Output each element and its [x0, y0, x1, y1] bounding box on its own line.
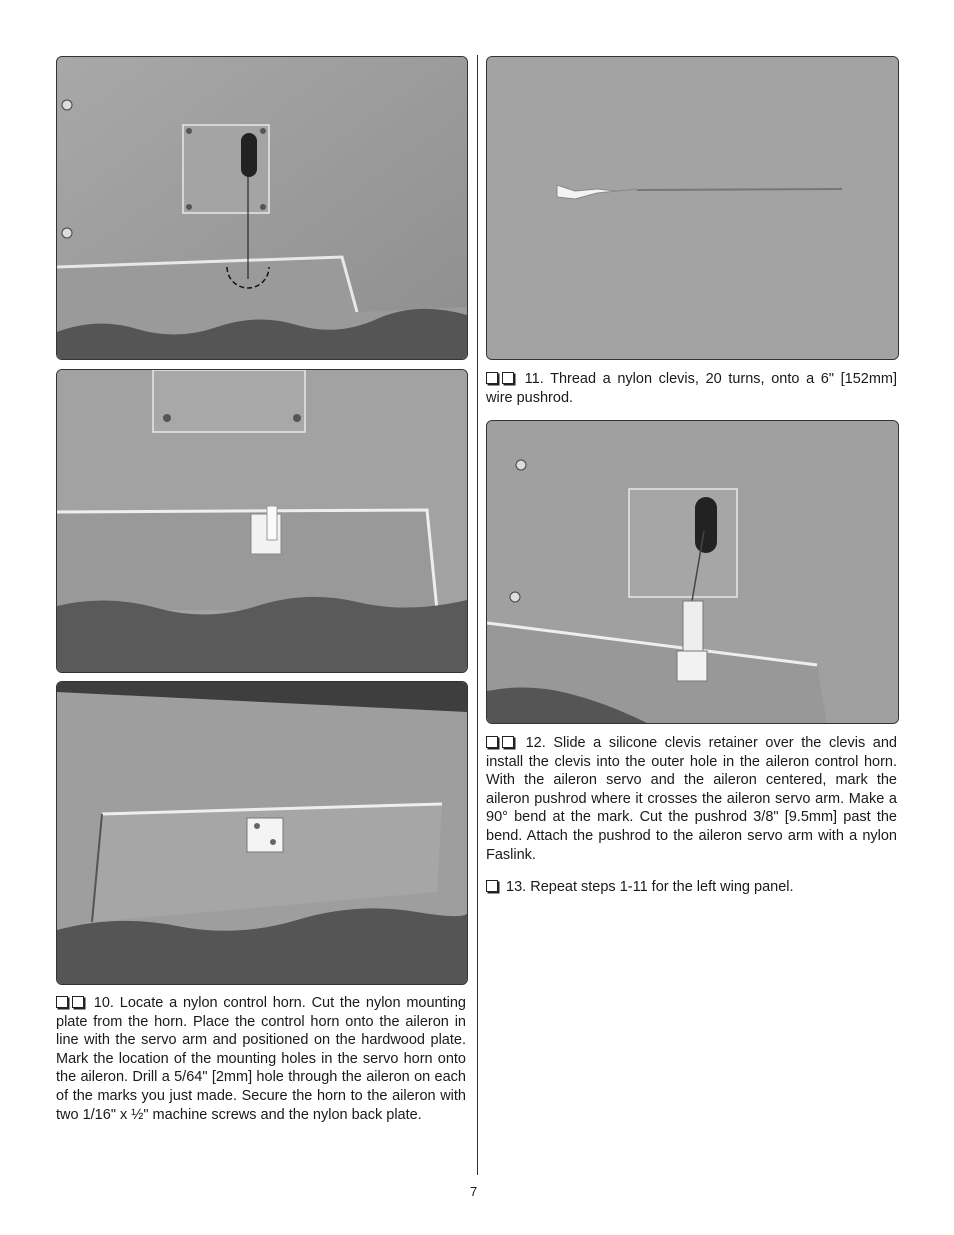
step-11 — [486, 370, 897, 407]
step-10-text: 10. Locate a nylon control horn. Cut the nylon mounting plate from the horn. Place the control horn onto the aileron in line with the servo arm and positioned on the hardwood plate. Mark the location of the mounting holes in the servo horn onto the aileron. Drill a 5/64" [2mm] hole through the aileron on each of the marks you just made. Secure the horn to the aileron with two 1/16" x ½" machine screws and the nylon back plate. — [56, 995, 466, 1123]
checkbox-icon[interactable] — [486, 372, 498, 384]
step-10 — [56, 994, 466, 1124]
step-12-text: 12. Slide a silicone clevis retainer over the clevis and install the clevis into the outer hole in the aileron control horn. With the aileron servo and the aileron centered, mark the aileron pushrod where it crosses the aileron servo arm. Make a 90° bend at the mark. Cut the pushrod 3/8" [9.5mm] past the bend. Attach the pushrod to the aileron servo arm with a nylon Faslink. — [486, 735, 897, 863]
step-13-text: 13. Repeat steps 1-11 for the left wing panel. — [506, 879, 794, 895]
checkbox-icon[interactable] — [486, 880, 498, 892]
step-13 — [486, 878, 897, 897]
photo-servo-hatch-mark — [56, 56, 468, 360]
checkbox-icon[interactable] — [72, 996, 84, 1008]
page-number: 7 — [470, 1184, 478, 1199]
step-11-text: 11. Thread a nylon clevis, 20 turns, onto a 6" [152mm] wire pushrod. — [486, 371, 898, 406]
photo-control-horn-mounted — [56, 681, 468, 985]
checkbox-icon[interactable] — [502, 372, 514, 384]
photo-control-horn-positioned — [56, 369, 468, 673]
photo-clevis-pushrod — [486, 56, 899, 360]
checkbox-icon[interactable] — [56, 996, 68, 1008]
step-12 — [486, 734, 897, 864]
photo-clevis-installed — [486, 420, 899, 724]
checkbox-icon[interactable] — [502, 736, 514, 748]
column-divider — [477, 55, 478, 1175]
checkbox-icon[interactable] — [486, 736, 498, 748]
